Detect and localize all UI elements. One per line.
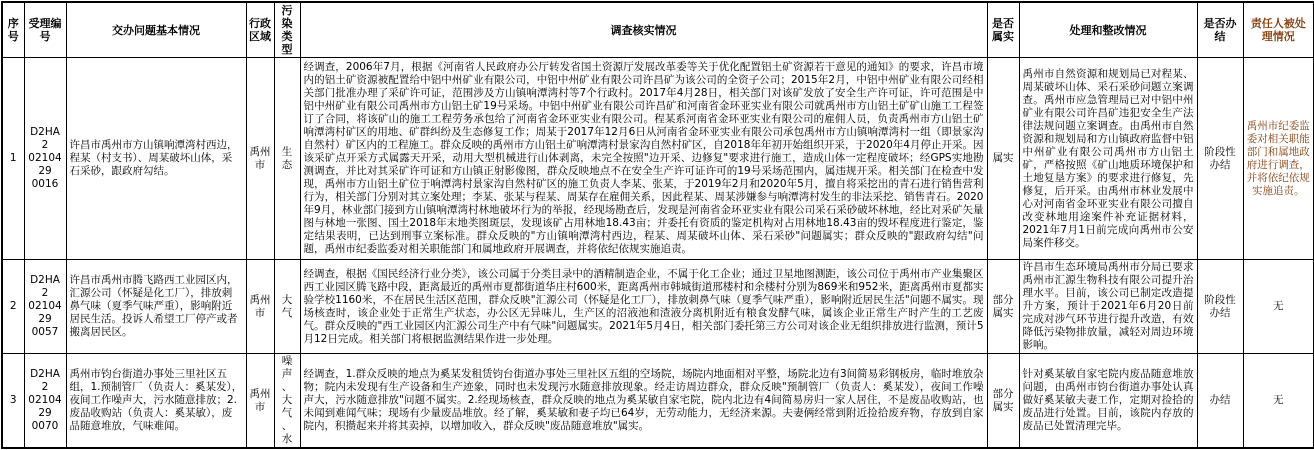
row1-pollution-type: 生态 [274,58,300,260]
header-case-id: 受理编号 [24,2,66,58]
complaint-handling-table [1,1,1314,449]
row2-verified: 部分属实 [987,260,1019,354]
row2-accountability: 无 [1243,260,1314,354]
header-problem: 交办问题基本情况 [66,2,246,58]
row2-case-id: D2HA2 0210429 0057 [24,260,66,354]
header-seq: 序号 [2,2,24,58]
header-handling: 处理和整改情况 [1019,2,1197,58]
row1-completed: 阶段性办结 [1197,58,1243,260]
row1-case-id: D2HA2 0210429 0016 [24,58,66,260]
row3-problem: 禹州市钧台街道办事处三里社区五组，1.预制管厂（负责人：奚某发），夜间工作噪声大，污水随意排放；2.废品收购站（负责人：奚某敏），废品随意堆放，气味难闻。 [66,354,246,449]
row3-pollution-type: 噪声、大气、水 [274,354,300,449]
row2-handling: 许昌市生态环境局禹州市分局已要求禹州市汇源生物科技有限公司提升治理水平。目前，该公司已制定改造提升方案，预计于2021年6月20日前完成对涉气环节进行提升改造，有效降低污染物排放量，减轻对周边环境影响。 [1019,260,1197,354]
row3-region: 禹州市 [246,354,274,449]
header-completed: 是否办结 [1197,2,1243,58]
row2-problem: 许昌市禹州市腾飞路西工业园区内，汇源公司（怀疑是化工厂），排放刺鼻气味（夏季气味严重），影响附近居民生活。投诉人希望工厂停产或者搬离居民区。 [66,260,246,354]
row2-seq: 2 [2,260,24,354]
row3-handling: 针对奚某敏自家宅院内废品随意堆放问题，由禹州市钧台街道办事处认真做好奚某敏夫妻工作，定期对捡拾的废品进行处置。目前，该院内存放的废品已处置清理完毕。 [1019,354,1197,449]
row3-verified: 部分属实 [987,354,1019,449]
header-investigation: 调查核实情况 [300,2,987,58]
table-row [2,354,1314,449]
table-row [2,260,1314,354]
row3-investigation: 经调查，1.群众反映的地点为奚某发租赁钧台街道办事处三里社区五组的空场院，场院内地面相对平整，场院北边有3间简易彩钢板房，临时堆放杂物；院内未发现有生产设备和生产迹象，同时也未发现污水随意排放现象。经走访周边群众，群众反映"预制管厂（负责人：奚某发），夜间工作噪声大，污水随意排放"问题不属实。2.经现场核查，群众反映的地点为奚某敏自家宅院，院内北边有4间简易房归一家人居住，不是废品收购站，也未闻到难闻气味；现场有少量废品堆放。经了解，奚某敏和妻子均已64岁，无劳动能力，无经济来源。夫妻俩经常到附近捡拾废弃物，存放到自家院内，积攒起来并将其卖掉，以增加收入，群众反映"废品随意堆放"属实。 [300,354,987,449]
row1-investigation: 经调查，2006年7月，根据《河南省人民政府办公厅转发省国土资源厅发展改革委等关于优化配置铝土矿资源若干意见的通知》的要求，许昌市境内的铝土矿资源被配置给中铝中州矿业有限公司，中铝中州矿业有限公司许昌矿为该公司的全资子公司；2015年2月，中铝中州矿业有限公司经相关部门批准办理了采矿许可证，范围涉及方山镇响潭湾村等7个行政村。2017年4月28日，相关部门对该矿发放了安全生产许可证，许可范围是中铝中州矿业有限公司禹州市方山铝土矿19号采场。中铝中州矿业有限公司许昌矿和河南省金环亚实业有限公司就禹州市方山铝土矿矿山施工工程签订了合同，将该矿山的施工工程劳务承包给了河南省金环亚实业有限公司。程某系河南省金环亚实业有限公司的雇佣人员，负责禹州市方山铝土矿响潭湾村矿区的用地、矿群纠纷及生态修复工作；周某于2017年12月6日从河南省金环亚实业有限公司承包禹州市方山镇响潭湾村一组（即景家沟自然村）矿区内的工程施工。群众反映的禹州市方山铝土矿响潭湾村景家沟自然村矿区，自2018年年初开始组织开采，于2020年4月停止开采。因该采矿点开采方式属露天开采，动用大型机械进行山体剥离，未完全按照"边开采、边修复"要求进行施工，造成山体一定程度破坏；经GPS实地勘测调查，并比对其采矿许可证和方山镇正射影像图，群众反映地点不在安全生产许可证许可的19号采场范围内，属违规开采。相关部门在检查中发现，禹州市方山铝土矿位于响潭湾村景家沟自然村矿区的施工负责人李某、张某，于2019年2月和2020年5月，擅自将采挖出的青石进行销售营利行为，相关部门分别对其立案处理；李某、张某与程某、周某存在雇佣关系，因此程某、周某涉嫌参与响潭湾村发生的非法采挖、销售青石。2020年9月，林业部门接到方山镇响潭湾村林地破坏行为的举报，经现场勘查后，发现是河南省金环亚实业有限公司采石采砂破坏林地，经比对采矿矢量图与林地一张图、国土2018年末地类图斑层，发现该矿占用林地18.43亩；并委托有资质的鉴定机构对占用林地18.43亩的毁坏程度进行鉴定，鉴定结果表明，已达到刑事立案标准。群众反映的"方山镇响潭湾村西边，程某、周某破坏山体、采石采砂"问题属实；群众反映的"跟政府勾结"问题，禹州市纪委监委对相关职能部门和属地政府开展调查，并将依纪依规实施追责。 [300,58,987,260]
header-pollution-type: 污染类型 [274,2,300,58]
row3-accountability: 无 [1243,354,1314,449]
header-region: 行政区域 [246,2,274,58]
row1-verified: 属实 [987,58,1019,260]
row2-completed: 阶段性办结 [1197,260,1243,354]
row3-seq: 3 [2,354,24,449]
header-accountability: 责任人被处理情况 [1243,2,1314,58]
row1-handling: 禹州市自然资源和规划局已对程某、周某破坏山体、采石采砂问题立案调查。禹州市应急管理局已对中铝中州矿业有限公司许昌矿违犯安全生产法律法规问题立案调查。由禹州市自然资源和规划局和方山镇政府监督中铝中州矿业有限公司禹州市方山铝土矿，严格按照《矿山地质环境保护和土地复垦方案》的要求进行修复，先修复，后开采。由禹州市林业发展中心对河南省金环亚实业有限公司擅自改变林地用途案件补充证据材料，2021年7月1日前完成向禹州市公安局案件移交。 [1019,58,1197,260]
row1-region: 禹州市 [246,58,274,260]
row1-accountability: 禹州市纪委监委对相关职能部门和属地政府进行调查，并将依纪依规实施追责。 [1243,58,1314,260]
row1-seq: 1 [2,58,24,260]
row2-pollution-type: 大气 [274,260,300,354]
row3-completed: 办结 [1197,354,1243,449]
table-row [2,58,1314,260]
row2-investigation: 经调查，根据《国民经济行业分类》，该公司属于分类目录中的酒精制造企业，不属于化工企业；通过卫星地图测距，该公司位于禹州市产业集聚区西工业园区腾飞路中段，距离最近的禹州市夏都街道华庄村600米，距离禹州市韩城街道邢楼村和余楼村分别为869米和952米，距离禹州市夏都实验学校1160米，不在居民生活区范围，群众反映"汇源公司（怀疑是化工厂），排放刺鼻气味（夏季气味严重），影响附近居民生活"问题不属实。现场核查时，该企业处于正常生产状态，办公区无异味儿，生产区的沼液池和渣液分离机附近有粮食发酵气味，属该企业正常生产时产生的工艺废气。群众反映的"西工业园区内汇源公司生产中有气味"问题属实。2021年5月4日，相关部门委托第三方公司对该企业无组织排放进行监测，预计5月12日完成。相关部门将根据监测结果作进一步处理。 [300,260,987,354]
row2-region: 禹州市 [246,260,274,354]
table-header-row [2,2,1314,58]
row1-problem: 许昌市禹州市方山镇响潭湾村西边，程某（村支书）、周某破坏山体，采石采砂，跟政府勾结。 [66,58,246,260]
row3-case-id: D2HA2 0210429 0070 [24,354,66,449]
header-verified: 是否属实 [987,2,1019,58]
